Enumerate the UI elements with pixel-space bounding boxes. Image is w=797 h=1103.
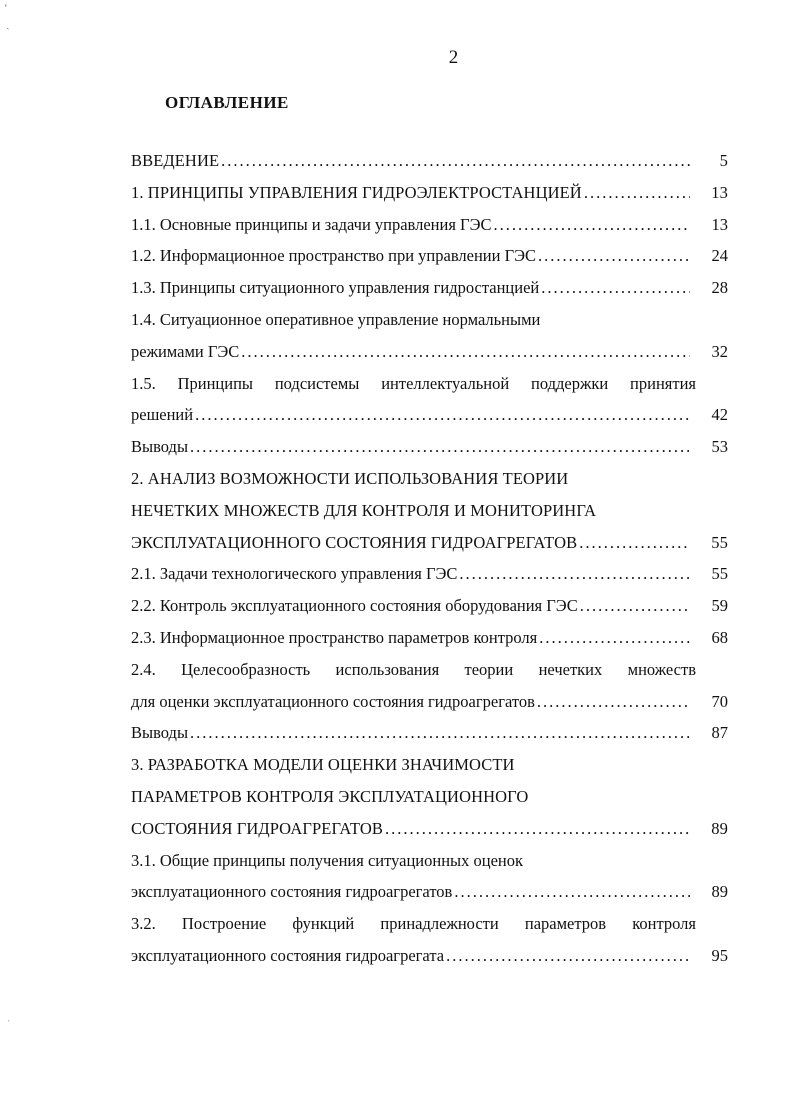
toc-entry — [131, 209, 728, 241]
toc-entry-text: 2.2. Контроль эксплуатационного состояния оборудования ГЭС — [131, 596, 578, 616]
dot-leader — [385, 813, 690, 845]
toc-entry-text: 1.1. Основные принципы и задачи управления ГЭС — [131, 214, 492, 234]
dot-leader — [541, 272, 690, 304]
dot-leader — [494, 209, 691, 241]
toc-entry — [131, 399, 728, 431]
toc-entry-text: режимами ГЭС — [131, 341, 240, 361]
dot-leader — [190, 717, 690, 749]
toc-entry-text: СОСТОЯНИЯ ГИДРОАГРЕГАТОВ — [131, 818, 383, 838]
toc-entry-page: 13 — [711, 182, 728, 202]
scan-mark: ʻ — [4, 2, 8, 14]
dot-leader — [537, 686, 690, 718]
dot-leader — [221, 145, 690, 177]
toc-entry — [131, 145, 728, 177]
toc-entry-text: решений — [131, 405, 194, 425]
toc-entry — [131, 940, 728, 972]
scan-mark: ˏ — [6, 18, 10, 30]
dot-leader — [459, 558, 690, 590]
toc-entry-text: ВВЕДЕНИЕ — [131, 151, 220, 170]
toc-entry-text: эксплуатационного состояния гидроагрегатов — [131, 882, 453, 902]
toc-entry-text: 2.3. Информационное пространство параметров контроля — [131, 627, 538, 647]
toc-entry-text: Выводы — [131, 437, 189, 457]
table-of-contents — [131, 145, 728, 972]
toc-entry-text: 2. АНАЛИЗ ВОЗМОЖНОСТИ ИСПОЛЬЗОВАНИЯ ТЕОРИИ — [131, 468, 569, 488]
toc-entry-text: НЕЧЕТКИХ МНОЖЕСТВ ДЛЯ КОНТРОЛЯ И МОНИТОРИНГА — [131, 500, 597, 520]
toc-entry-text: эксплуатационного состояния гидроагрегата — [131, 945, 445, 965]
toc-entry-page: 95 — [711, 945, 728, 965]
toc-entry-page: 28 — [711, 278, 728, 298]
toc-entry-page: 89 — [711, 882, 728, 902]
toc-entry — [131, 686, 728, 718]
toc-entry — [131, 336, 728, 368]
dot-leader — [454, 876, 690, 908]
toc-entry-page: 87 — [711, 723, 728, 743]
toc-entry — [131, 876, 728, 908]
toc-entry-text: 2.4. Целесообразность использования теории нечетких множеств — [131, 659, 696, 679]
toc-entry-page: 32 — [711, 341, 728, 361]
toc-entry-text: ПАРАМЕТРОВ КОНТРОЛЯ ЭКСПЛУАТАЦИОННОГО — [131, 786, 529, 806]
toc-entry-page: 42 — [711, 405, 728, 425]
toc-entry-page: 70 — [711, 691, 728, 711]
toc-entry — [131, 431, 728, 463]
toc-entry-page: 5 — [719, 151, 728, 170]
toc-entry — [131, 590, 728, 622]
toc-entry — [131, 813, 728, 845]
toc-entry — [131, 272, 728, 304]
toc-entry-text: 1.2. Информационное пространство при управлении ГЭС — [131, 246, 537, 266]
toc-entry-text: ЭКСПЛУАТАЦИОННОГО СОСТОЯНИЯ ГИДРОАГРЕГАТОВ — [131, 532, 578, 552]
page-title: ОГЛАВЛЕНИЕ — [165, 93, 289, 112]
dot-leader — [195, 399, 690, 431]
dot-leader — [241, 336, 690, 368]
toc-entry — [131, 177, 728, 209]
dot-leader — [538, 240, 690, 272]
toc-entry-page: 24 — [711, 246, 728, 266]
toc-entry-page: 13 — [711, 214, 728, 234]
toc-entry — [131, 527, 728, 559]
toc-entry-text: Выводы — [131, 723, 189, 743]
toc-entry — [131, 558, 728, 590]
dot-leader — [539, 622, 690, 654]
toc-entry-page: 59 — [711, 596, 728, 616]
toc-entry — [131, 240, 728, 272]
dot-leader — [579, 527, 690, 559]
toc-entry-text: 1.4. Ситуационное оперативное управление нормальными — [131, 309, 541, 329]
dot-leader — [190, 431, 690, 463]
toc-entry-text: для оценки эксплуатационного состояния гидроагрегатов — [131, 691, 535, 711]
toc-entry-page: 55 — [711, 532, 728, 552]
toc-entry-text: 3.1. Общие принципы получения ситуационных оценок — [131, 850, 523, 870]
toc-entry — [131, 717, 728, 749]
toc-entry-text: 3.2. Построение функций принадлежности параметров контроля — [131, 914, 696, 934]
toc-entry-text: 3. РАЗРАБОТКА МОДЕЛИ ОЦЕНКИ ЗНАЧИМОСТИ — [131, 755, 515, 775]
dot-leader — [584, 177, 690, 209]
toc-entry-page: 55 — [711, 564, 728, 584]
toc-entry-text: 1.3. Принципы ситуационного управления гидростанцией — [131, 278, 540, 298]
toc-entry-text: 2.1. Задачи технологического управления ГЭС — [131, 564, 458, 584]
toc-entry-text: 1.5. Принципы подсистемы интеллектуальной поддержки принятия — [131, 373, 696, 393]
scan-mark: ˌ — [7, 1010, 11, 1022]
page-number: 2 — [448, 47, 459, 68]
dot-leader — [446, 940, 690, 972]
toc-entry-page: 68 — [711, 627, 728, 647]
toc-entry-page: 53 — [711, 437, 728, 457]
toc-entry-page: 89 — [711, 818, 728, 838]
dot-leader — [580, 590, 690, 622]
toc-entry — [131, 622, 728, 654]
toc-entry-text: 1. ПРИНЦИПЫ УПРАВЛЕНИЯ ГИДРОЭЛЕКТРОСТАНЦИЕЙ — [131, 182, 582, 202]
